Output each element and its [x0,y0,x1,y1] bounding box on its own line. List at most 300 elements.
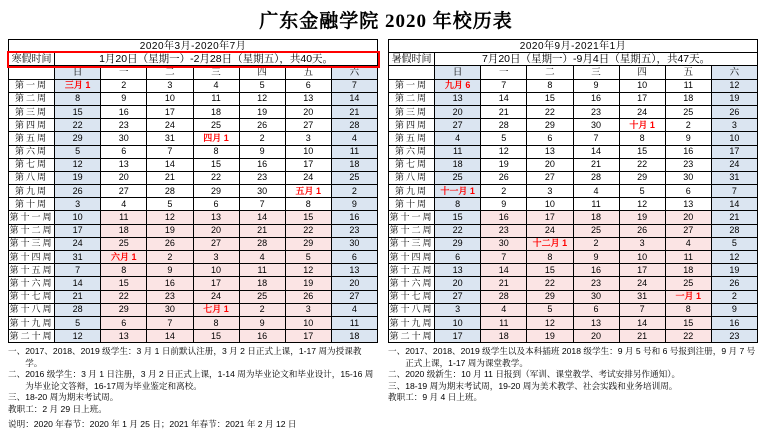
table-row [389,79,758,92]
table-row [9,132,378,145]
left-week-label: 第十周 [9,198,55,211]
left-day-cell: 4 [331,132,377,145]
left-day-cell: 21 [147,171,193,184]
left-week-label: 第五周 [9,132,55,145]
left-day-cell: 19 [147,224,193,237]
right-week-label: 第十周 [389,198,435,211]
left-day-cell: 10 [193,264,239,277]
right-day-cell: 8 [527,251,573,264]
left-day-cell: 23 [101,119,147,132]
right-note-item [388,381,758,393]
right-day-cell: 3 [711,119,757,132]
left-day-cell [101,251,147,264]
table-row [389,171,758,184]
left-day-cell: 15 [193,158,239,171]
left-day-cell: 18 [239,277,285,290]
left-day-cell: 10 [55,211,101,224]
right-day-cell: 2 [711,290,757,303]
left-day-cell: 7 [147,145,193,158]
left-day-cell: 11 [331,145,377,158]
left-week-label: 第四周 [9,119,55,132]
right-day-cell: 20 [435,105,481,118]
right-week-label: 第十二周 [389,224,435,237]
table-row [9,237,378,250]
table-row [389,198,758,211]
table-row [9,330,378,343]
left-note-item [8,369,378,392]
right-day-cell: 28 [711,224,757,237]
right-day-cell: 23 [665,158,711,171]
left-day-cell: 6 [193,198,239,211]
right-day-cell: 13 [435,92,481,105]
right-day-cell [435,185,481,198]
left-day-cell: 17 [285,158,331,171]
table-row [389,277,758,290]
left-day-cell: 9 [239,145,285,158]
left-vacation-text: 1月20日（星期一）-2月28日（星期五），共40天。 [55,53,378,66]
left-day-cell: 22 [193,171,239,184]
table-row [389,105,758,118]
right-day-cell: 3 [435,303,481,316]
right-day-cell: 26 [711,105,757,118]
right-week-label: 第八周 [389,171,435,184]
left-note-label: 三、 [8,392,26,403]
table-row [9,105,378,118]
table-row [389,211,758,224]
right-calendar-table [388,39,758,343]
right-day-cell: 4 [665,237,711,250]
left-day-cell: 23 [239,171,285,184]
left-day-cell: 23 [147,290,193,303]
left-note-label: 教职工： [8,403,43,414]
left-day-cell: 9 [147,264,193,277]
right-day-cell: 12 [711,79,757,92]
table-row [389,264,758,277]
right-day-cell: 2 [573,237,619,250]
table-row [9,92,378,105]
table-row [9,171,378,184]
left-day-cell [193,132,239,145]
right-day-cell: 19 [527,330,573,343]
right-day-cell: 16 [665,145,711,158]
left-day-cell: 5 [147,198,193,211]
left-week-label: 第八周 [9,171,55,184]
right-day-cell: 19 [481,158,527,171]
left-week-label: 第二十周 [9,330,55,343]
right-day-cell: 24 [619,105,665,118]
right-day-cell: 6 [665,185,711,198]
left-month-marker: 三月 1 [64,80,91,91]
left-day-cell: 5 [285,251,331,264]
left-day-cell: 10 [285,145,331,158]
left-day-cell: 7 [147,316,193,329]
right-day-cell: 14 [573,145,619,158]
left-day-cell: 12 [147,211,193,224]
right-day-cell: 19 [711,92,757,105]
left-month-marker: 六月 1 [111,251,137,262]
left-day-cell: 6 [285,79,331,92]
left-weekday-三: 三 [193,66,239,79]
right-weekday-六: 六 [711,66,757,79]
right-day-cell: 25 [665,277,711,290]
right-day-cell: 16 [481,211,527,224]
right-month-marker: 十二月 1 [532,238,568,249]
right-week-label: 第十三周 [389,237,435,250]
right-day-cell [435,79,481,92]
right-day-cell: 7 [619,303,665,316]
left-day-cell: 8 [193,316,239,329]
left-day-cell: 28 [55,303,101,316]
right-day-cell: 19 [619,211,665,224]
left-note-item [8,404,378,416]
right-day-cell: 10 [527,198,573,211]
right-day-cell: 8 [665,303,711,316]
left-day-cell: 26 [239,119,285,132]
right-day-cell: 13 [527,145,573,158]
table-row [9,290,378,303]
right-day-cell [619,119,665,132]
left-day-cell: 22 [101,290,147,303]
left-day-cell: 28 [331,119,377,132]
left-week-label: 第十七周 [9,290,55,303]
left-day-cell: 18 [193,105,239,118]
right-month-marker: 一月 1 [675,291,702,302]
right-day-cell: 19 [711,264,757,277]
right-day-cell: 30 [481,237,527,250]
left-day-cell: 6 [101,145,147,158]
right-note-item [388,369,758,381]
left-day-cell: 11 [331,316,377,329]
table-row [389,316,758,329]
right-weekday-一: 一 [481,66,527,79]
right-day-cell: 4 [573,185,619,198]
right-day-cell: 8 [435,198,481,211]
right-day-cell: 31 [711,171,757,184]
calendar-columns [8,39,764,415]
left-day-cell: 13 [285,92,331,105]
left-day-cell: 12 [55,158,101,171]
left-day-cell: 2 [239,132,285,145]
left-day-cell: 25 [193,119,239,132]
right-day-cell: 9 [573,79,619,92]
left-note-item [8,392,378,404]
right-day-cell: 6 [435,251,481,264]
right-day-cell: 11 [435,145,481,158]
left-month-marker: 五月 1 [295,185,322,196]
right-day-cell: 11 [573,198,619,211]
right-day-cell: 12 [619,198,665,211]
left-day-cell: 21 [55,290,101,303]
table-row [9,277,378,290]
left-day-cell: 4 [101,198,147,211]
left-day-cell: 2 [239,303,285,316]
left-day-cell: 22 [55,119,101,132]
left-day-cell: 12 [239,92,285,105]
left-day-cell: 2 [101,79,147,92]
left-day-cell: 31 [147,132,193,145]
right-week-label: 第十八周 [389,303,435,316]
left-day-cell: 27 [193,237,239,250]
right-day-cell: 13 [573,316,619,329]
left-day-cell: 19 [55,171,101,184]
left-day-cell: 27 [101,185,147,198]
right-day-cell: 13 [435,264,481,277]
right-day-cell: 29 [527,290,573,303]
table-row [9,198,378,211]
right-semester-column [388,39,758,404]
right-day-cell: 27 [435,290,481,303]
right-day-cell: 24 [527,224,573,237]
left-day-cell: 16 [101,105,147,118]
left-day-cell: 5 [55,145,101,158]
left-day-cell: 31 [55,251,101,264]
right-day-cell: 21 [481,277,527,290]
right-day-cell: 24 [619,277,665,290]
table-row [389,185,758,198]
right-day-cell: 20 [573,330,619,343]
left-day-cell: 19 [285,277,331,290]
right-day-cell: 14 [711,198,757,211]
left-day-cell: 3 [55,198,101,211]
left-day-cell: 5 [55,316,101,329]
left-week-label: 第六周 [9,145,55,158]
right-day-cell: 14 [619,316,665,329]
right-day-cell: 7 [573,132,619,145]
right-day-cell: 29 [527,119,573,132]
right-day-cell: 23 [573,105,619,118]
left-note-item [8,346,378,369]
left-day-cell: 13 [193,211,239,224]
table-row [9,79,378,92]
left-week-label: 第十一周 [9,211,55,224]
left-day-cell: 8 [285,198,331,211]
right-day-cell: 18 [573,211,619,224]
left-day-cell: 4 [193,79,239,92]
left-vacation-row [9,53,378,66]
right-week-label: 第七周 [389,158,435,171]
right-weekday-三: 三 [573,66,619,79]
left-day-cell: 10 [147,92,193,105]
right-weekday-五: 五 [665,66,711,79]
right-day-cell: 10 [435,316,481,329]
right-week-label: 第一周 [389,79,435,92]
left-week-label: 第十九周 [9,316,55,329]
right-day-cell: 4 [481,303,527,316]
left-day-cell: 29 [101,303,147,316]
right-day-cell: 21 [711,211,757,224]
left-day-cell: 20 [193,224,239,237]
right-day-cell: 18 [435,158,481,171]
left-week-col-header [9,66,55,79]
left-week-label: 第十四周 [9,251,55,264]
left-day-cell [55,79,101,92]
right-day-cell: 26 [711,277,757,290]
left-note-text: 2 月 29 日上班。 [42,403,107,414]
right-day-cell: 21 [619,330,665,343]
left-period-row [9,40,378,53]
right-day-cell: 22 [527,277,573,290]
right-day-cell [665,290,711,303]
left-week-label: 第七周 [9,158,55,171]
left-week-label: 第十五周 [9,264,55,277]
left-day-cell: 2 [331,185,377,198]
right-day-cell: 10 [619,79,665,92]
right-day-cell: 8 [527,79,573,92]
right-day-cell: 17 [711,145,757,158]
table-row [9,251,378,264]
right-day-cell: 5 [527,303,573,316]
right-day-cell: 25 [665,105,711,118]
right-day-cell: 22 [435,224,481,237]
table-row [9,303,378,316]
left-week-label: 第三周 [9,105,55,118]
right-day-cell [527,237,573,250]
left-day-cell: 24 [147,119,193,132]
right-day-cell: 14 [481,92,527,105]
left-day-cell: 29 [193,185,239,198]
left-day-cell: 14 [147,330,193,343]
left-weekday-四: 四 [239,66,285,79]
left-day-cell: 15 [101,277,147,290]
right-day-cell: 6 [573,303,619,316]
left-day-cell: 13 [331,264,377,277]
left-day-cell: 28 [239,237,285,250]
left-week-label: 第十二周 [9,224,55,237]
left-day-cell: 15 [285,211,331,224]
right-day-cell: 11 [665,79,711,92]
right-day-cell: 15 [527,92,573,105]
left-calendar-table [8,39,378,343]
right-week-label: 第十九周 [389,316,435,329]
right-note-label: 二、 [388,369,406,380]
left-day-cell [285,185,331,198]
left-day-cell: 21 [239,224,285,237]
right-day-cell: 23 [573,277,619,290]
left-day-cell: 25 [101,237,147,250]
right-day-cell: 7 [481,251,527,264]
table-row [389,145,758,158]
left-week-label: 第十六周 [9,277,55,290]
right-note-text: 2020 级新生：10 月 11 日报到（军训、课堂教学、考试安排另作通知）。 [405,369,681,380]
table-row [389,290,758,303]
right-day-cell: 5 [481,132,527,145]
left-day-cell: 26 [285,290,331,303]
left-day-cell: 17 [147,105,193,118]
right-week-label: 第九周 [389,185,435,198]
left-day-cell: 5 [239,79,285,92]
right-day-cell: 26 [619,224,665,237]
left-day-cell: 2 [147,251,193,264]
left-day-cell: 16 [239,158,285,171]
right-day-cell: 30 [665,171,711,184]
footer-note: 说明：2020 年春节：2020 年 1 月 25 日；2021 年春节：2021 年 2 月 12 日 [8,419,297,430]
right-day-cell: 15 [435,211,481,224]
right-day-cell: 31 [619,290,665,303]
right-week-label: 第十六周 [389,277,435,290]
right-day-cell: 13 [665,198,711,211]
right-day-cell: 20 [665,211,711,224]
left-day-cell: 16 [331,211,377,224]
left-week-label: 第二周 [9,92,55,105]
table-row [389,251,758,264]
right-day-cell: 17 [619,264,665,277]
right-vacation-label: 暑假时间 [389,53,435,66]
right-day-cell: 5 [619,185,665,198]
right-month-marker: 九月 6 [444,80,471,91]
table-row [9,264,378,277]
left-weekday-一: 一 [101,66,147,79]
right-day-cell: 8 [619,132,665,145]
left-semester-column [8,39,378,415]
right-day-cell: 28 [573,171,619,184]
table-row [389,158,758,171]
right-day-cell: 20 [527,158,573,171]
left-weekday-日: 日 [55,66,101,79]
page-title: 广东金融学院 2020 年校历表 [259,11,513,32]
right-day-cell: 22 [527,105,573,118]
left-month-marker: 七月 1 [203,304,229,315]
right-day-cell: 26 [481,171,527,184]
left-weekday-二: 二 [147,66,193,79]
left-day-cell: 3 [285,303,331,316]
left-week-label: 第十三周 [9,237,55,250]
right-day-cell: 25 [435,171,481,184]
right-day-cell: 12 [711,251,757,264]
right-day-cell: 17 [527,211,573,224]
left-day-cell: 28 [147,185,193,198]
left-day-cell: 3 [193,251,239,264]
right-weekday-二: 二 [527,66,573,79]
table-row [389,303,758,316]
left-day-cell: 24 [55,237,101,250]
left-weekday-五: 五 [285,66,331,79]
left-day-cell: 13 [101,330,147,343]
right-note-text: 9 月 4 日上班。 [422,392,483,403]
right-note-label: 一、 [388,346,406,357]
right-weekday-header [389,66,758,79]
left-day-cell: 8 [101,264,147,277]
left-day-cell: 27 [285,119,331,132]
right-day-cell: 9 [665,132,711,145]
right-day-cell: 10 [619,251,665,264]
right-week-label: 第十五周 [389,264,435,277]
left-day-cell: 29 [55,132,101,145]
right-day-cell: 3 [619,237,665,250]
right-day-cell: 28 [481,290,527,303]
left-day-cell: 4 [331,303,377,316]
left-day-cell: 18 [101,224,147,237]
left-note-text: 18-20 周为期末考试周。 [25,392,119,403]
right-note-item [388,392,758,404]
left-day-cell: 3 [285,132,331,145]
right-day-cell: 6 [527,132,573,145]
table-row [389,330,758,343]
right-week-label: 第四周 [389,119,435,132]
right-day-cell: 14 [481,264,527,277]
right-note-text: 18-19 周为期末考试周，19-20 周为美术教学、社会实践和业务培训周。 [405,380,678,391]
right-day-cell: 15 [619,145,665,158]
left-day-cell: 20 [101,171,147,184]
left-day-cell: 14 [147,158,193,171]
left-day-cell: 23 [331,224,377,237]
right-weekday-四: 四 [619,66,665,79]
right-day-cell: 22 [619,158,665,171]
left-day-cell: 20 [285,105,331,118]
right-day-cell: 9 [573,251,619,264]
right-day-cell: 27 [527,171,573,184]
right-week-label: 第三周 [389,105,435,118]
left-day-cell: 22 [285,224,331,237]
